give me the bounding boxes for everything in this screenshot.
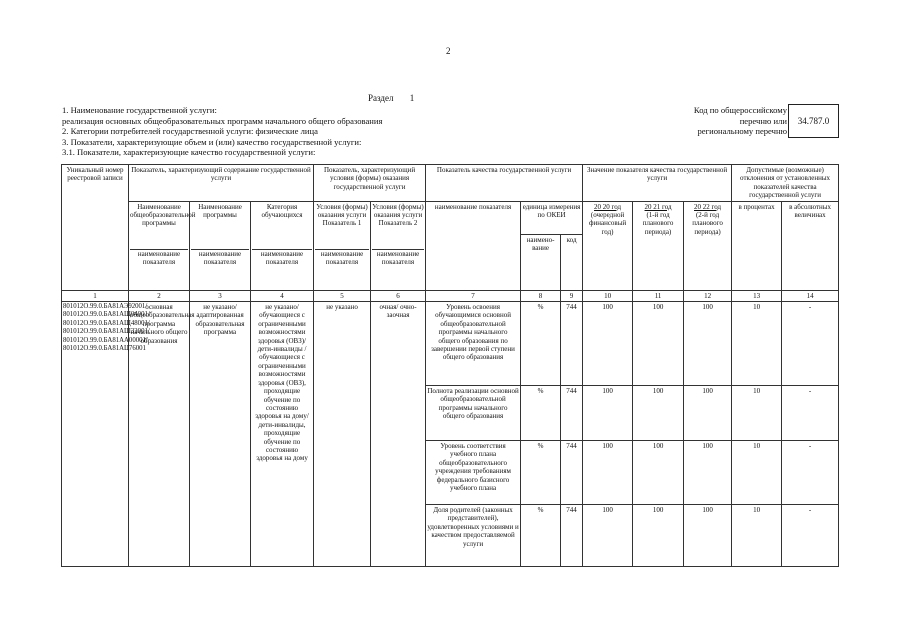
student-category: не указано/ обучающиеся с ограниченными возможностями здоровья (ОВЗ)/ дети-инвалиды / обучающиеся с ограниченными возможностями здоровья (ОВЗ), проходящие обучение по состоянию здоровья на дому/ дети-инвалиды, проходящие обучение по состоянию здоровья на дому xyxy=(251,302,314,567)
header-year2: 20 21 год (1-й год планового периода) xyxy=(633,201,684,290)
header-c4: Условия (формы) оказания услуги Показатель 1 наименование показателя xyxy=(314,201,371,290)
indicators-heading: 3. Показатели, характеризующие объем и (или) качество государственной услуги: xyxy=(62,136,362,147)
okpd-label: Код по общероссийскому перечню или региональному перечню xyxy=(693,105,787,136)
program-type: основная общеобразовательная программа начального общего образования xyxy=(129,302,190,567)
header-unit-code: код xyxy=(561,234,583,290)
header-c3: Категория обучающихся наименование показателя xyxy=(251,201,314,290)
consumer-categories: 2. Категории потребителей государственной услуги: физические лица xyxy=(62,126,318,136)
condition-2: очная/ очно-заочная xyxy=(371,302,426,567)
table-row: Полнота реализации основной общеобразовательной программы начального общего образования % 744 100 100 100 10 - xyxy=(62,386,839,441)
indicator-name: Уровень освоения обучающимися основной общеобразовательной программы начального общего образования по завершении первой ступени общего образования xyxy=(426,302,521,386)
header-quality: Показатель качества государственной услуги xyxy=(426,165,583,202)
header-year3: 20 22 год (2-й год планового периода) xyxy=(684,201,732,290)
indicator-name: Доля родителей (законных представителей), удовлетворенных условиями и качеством предоставляемой услуги xyxy=(426,505,521,567)
header-percent: в процентах xyxy=(732,201,782,290)
header-absolute: в абсолютных величинах xyxy=(782,201,839,290)
header-conditions: Показатель, характеризующий условия (формы) оказания государственной услуги xyxy=(314,165,426,202)
table-row: Доля родителей (законных представителей), удовлетворенных условиями и качеством предоставляемой услуги % 744 100 100 100 10 - xyxy=(62,505,839,567)
header-indicator-name: наименование показателя xyxy=(426,201,521,290)
header-unique-number: Уникальный номер реестровой записи xyxy=(62,165,129,291)
header-c2: Наименование программы наименование показателя xyxy=(190,201,251,290)
condition-1: не указано xyxy=(314,302,371,567)
okpd-code: 34.787.0 xyxy=(788,104,839,138)
section-label: Раздел xyxy=(368,93,394,103)
service-name: реализация основных общеобразовательных программ начального общего образования xyxy=(62,115,383,126)
header-c5: Условия (формы) оказания услуги Показатель 2 наименование показателя xyxy=(371,201,426,290)
indicator-name: Уровень соответствия учебного плана общеобразовательного учреждения требованиям федерального базисного учебного плана xyxy=(426,441,521,505)
header-unit: единица измерения по ОКЕИ xyxy=(521,201,583,234)
table-row: Уровень соответствия учебного плана общеобразовательного учреждения требованиям федерального базисного учебного плана % 744 100 100 100 10 - xyxy=(62,441,839,505)
quality-indicators-heading: 3.1. Показатели, характеризующие качество государственной услуги: xyxy=(62,147,316,157)
registry-number: 801012О.99.0.БА81АЭ92001/ 801012О.99.0.БА81АЩ04001/ 801012О.99.0.БА81АЩ48001/ 801012О.99.0.БА81АШ32001/ 801012О.99.0.БА81АА00001/ 801012О.99.0.БА81АЦ76001 xyxy=(62,302,129,567)
header-values: Значение показателя качества государственной услуги xyxy=(583,165,732,202)
header-lines xyxy=(62,105,382,158)
header-unit-name: наимено-вание xyxy=(521,234,561,290)
indicator-name: Полнота реализации основной общеобразовательной программы начального общего образования xyxy=(426,386,521,441)
service-name-label: 1. Наименование государственной услуги: xyxy=(62,105,217,115)
section-title xyxy=(368,93,414,103)
header-year1: 20 20 год (очередной финансовый год) xyxy=(583,201,633,290)
quality-table xyxy=(61,164,839,567)
table-row: 801012О.99.0.БА81АЭ92001/ 801012О.99.0.БА81АЩ04001/ 801012О.99.0.БА81АЩ48001/ 801012О.99.0.БА81АШ32001/ 801012О.99.0.БА81АА00001/ 801012О.99.0.БА81АЦ76001 основная общеобразовательная программа начального общего образования не указано/ адаптированная образовательная программа не указано/ обучающиеся с ограниченными возможностями здоровья (ОВЗ)/ дети-инвалиды / обучающиеся с ограниченными возможностями здоровья (ОВЗ), проходящие обучение по состоянию здоровья на дому/ дети-инвалиды, проходящие обучение по состоянию здоровья на дому не указано очная/ очно-заочная Уровень освоения обучающимися основной общеобразовательной программы начального общего образования по завершении первой ступени общего образования % 744 100 100 100 10 - xyxy=(62,302,839,386)
page-number: 2 xyxy=(446,46,451,56)
header-c1: Наименование общеобразовательной программы наименование показателя xyxy=(129,201,190,290)
program-name: не указано/ адаптированная образовательная программа xyxy=(190,302,251,567)
header-content: Показатель, характеризующий содержание государственной услуги xyxy=(129,165,314,202)
section-number: 1 xyxy=(409,93,415,103)
column-numbers-row: 1 2 3 4 5 6 7 8 9 10 11 12 13 14 xyxy=(62,290,839,301)
header-deviation: Допустимые (возможные) отклонения от установленных показателей качества государственной услуги xyxy=(732,165,839,202)
